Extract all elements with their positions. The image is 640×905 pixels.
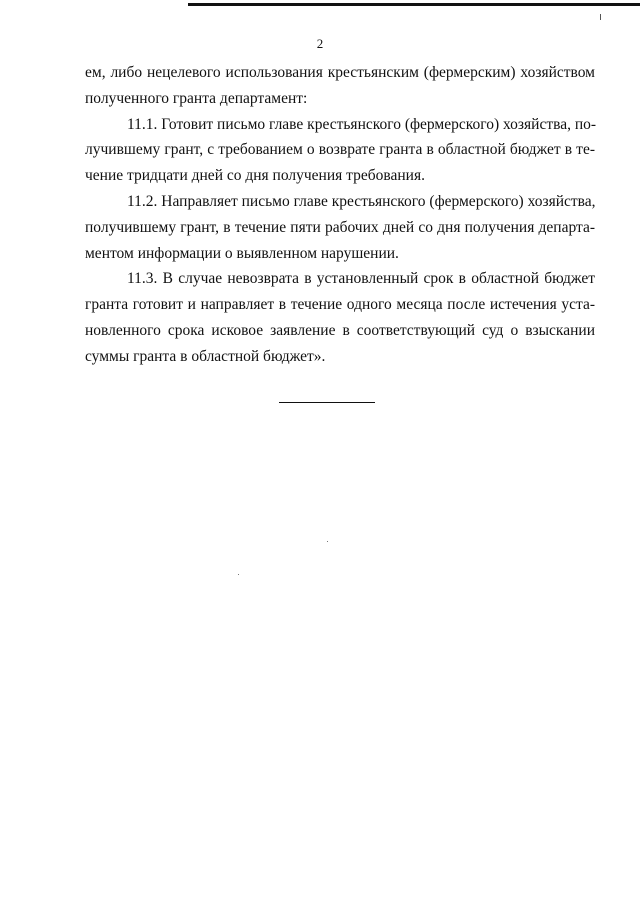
text-line: получившему грант, в течение пяти рабочих дней со дня получения департа- (85, 218, 595, 236)
text-line: ем, либо нецелевого использования крестьянским (фермерским) хозяйством (85, 64, 595, 81)
text-line: суммы гранта в областной бюджет». (85, 347, 326, 365)
text-line: лучившему грант, с требованием о возврате гранта в областной бюджет в те- (85, 141, 595, 159)
paragraph-11-3 (85, 266, 595, 369)
top-border-line (188, 3, 640, 6)
paragraph-11-2 (85, 189, 595, 266)
scan-mark (600, 14, 601, 20)
scan-speck (238, 574, 239, 575)
end-of-text-line (279, 402, 375, 403)
text-line: чение тридцати дней со дня получения требования. (85, 167, 425, 185)
page-number: 2 (316, 36, 324, 51)
text-line: полученного гранта департамент: (85, 89, 308, 107)
paragraph-11-1 (85, 112, 595, 189)
paragraph-continuation (85, 60, 595, 112)
text-line: 11.1. Готовит письмо главе крестьянского (фермерского) хозяйства, по- (127, 115, 597, 133)
document-body (85, 60, 595, 370)
text-line: 11.2. Направляет письмо главе крестьянского (фермерского) хозяйства, (127, 192, 596, 210)
text-line: гранта готовит и направляет в течение одного месяца после истечения уста- (85, 296, 595, 314)
text-line: ментом информации о выявленном нарушении. (85, 244, 399, 262)
scan-speck (327, 541, 328, 542)
text-line: новленного срока исковое заявление в соответствующий суд о взыскании (85, 321, 595, 339)
text-line: 11.3. В случае невозврата в установленный срок в областной бюджет (127, 270, 595, 288)
